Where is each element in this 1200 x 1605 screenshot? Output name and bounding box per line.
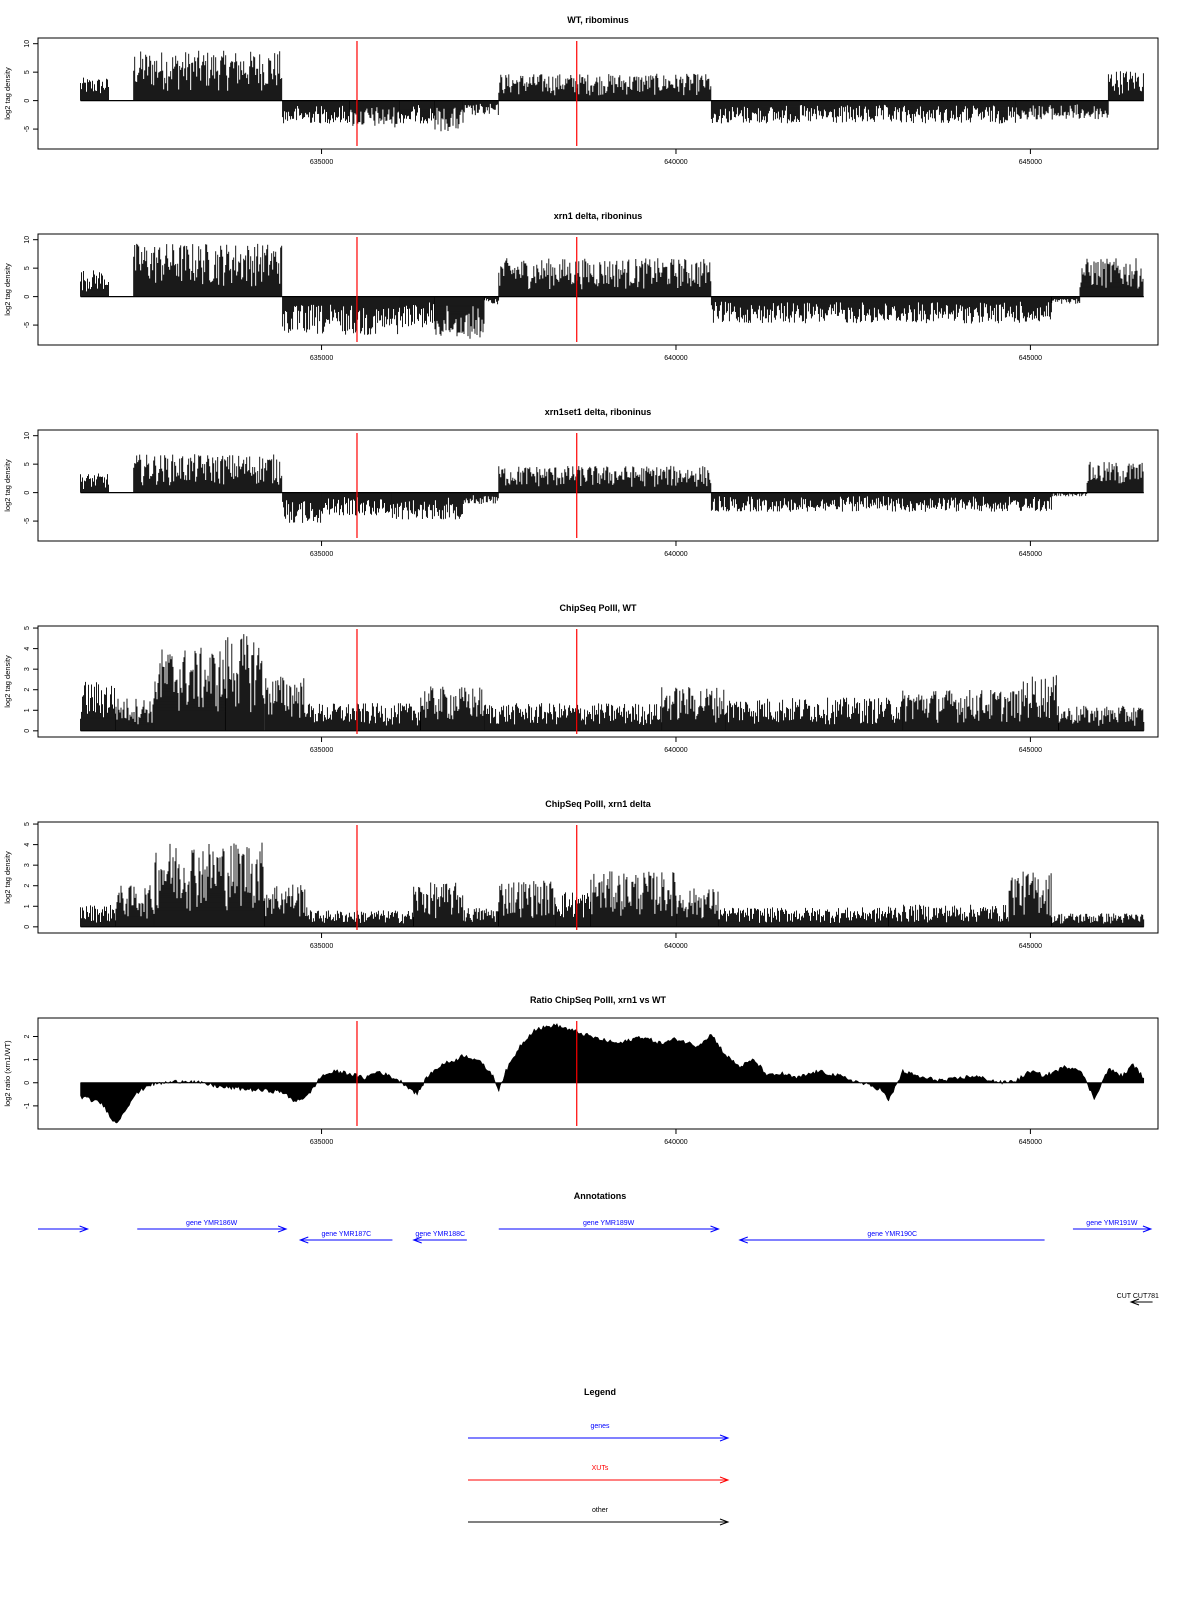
y-tick-label: 0	[24, 490, 31, 495]
y-tick-label: 4	[24, 646, 31, 651]
signal-block-10	[1016, 101, 1108, 120]
signal-block-0	[81, 905, 116, 927]
signal-block-2	[283, 297, 399, 335]
signal-block-3	[400, 297, 435, 328]
y-tick-label: 1	[24, 708, 31, 713]
legend-item-gene	[468, 1423, 728, 1441]
gene-annotation	[137, 1220, 286, 1232]
signal-block-8	[662, 687, 725, 731]
signal-block-4	[435, 297, 484, 339]
signal-block-11	[1023, 675, 1058, 731]
x-tick-label: 645000	[1018, 159, 1043, 166]
x-tick-label: 645000	[1018, 1139, 1043, 1146]
signal-block-12	[889, 905, 1009, 927]
y-tick-label: 2	[24, 687, 31, 692]
signal-block-6	[463, 908, 498, 927]
signal-block-6	[435, 101, 463, 132]
y-tick-label: 0	[24, 1080, 31, 1085]
signal-block-12	[1059, 706, 1144, 731]
y-axis-label: log2 tag density	[2, 851, 12, 904]
signal-block-5	[400, 101, 435, 124]
annotations-panel	[38, 1191, 1159, 1305]
gene-annotation	[38, 1226, 88, 1232]
signal-block-0	[81, 474, 109, 493]
y-axis-label: log2 tag density	[2, 459, 12, 512]
signal-block-4	[307, 910, 413, 926]
x-tick-label: 640000	[664, 355, 688, 362]
x-tick-label: 635000	[309, 355, 334, 362]
x-tick-label: 645000	[1018, 943, 1043, 950]
chart-panel-2	[3, 407, 1158, 558]
gene-label: gene YMR188C	[415, 1231, 466, 1238]
legend-panel	[468, 1387, 728, 1525]
gene-annotation	[300, 1231, 392, 1243]
signal-block-5	[485, 297, 499, 305]
signal-block-11	[1108, 71, 1143, 100]
chart-data-marks	[81, 634, 1144, 731]
signal-block-1	[134, 51, 282, 101]
gene-annotation	[1073, 1220, 1151, 1232]
ratio-area	[81, 1024, 1144, 1124]
chart-title: ChipSeq PolII, xrn1 delta	[545, 799, 651, 809]
x-tick-label: 640000	[664, 1139, 688, 1146]
x-tick-label: 640000	[664, 747, 688, 754]
signal-block-11	[719, 907, 889, 926]
signal-block-1	[134, 454, 282, 492]
signal-block-2	[283, 493, 321, 523]
signal-block-8	[499, 74, 711, 101]
y-tick-label: 0	[24, 98, 31, 103]
signal-block-0	[81, 682, 116, 731]
signal-block-2	[155, 648, 225, 731]
x-tick-label: 640000	[664, 159, 688, 166]
signal-block-4	[392, 493, 462, 520]
legend-item-xut	[468, 1465, 728, 1483]
annotations-title: Annotations	[573, 1191, 627, 1201]
y-axis-label: log2 tag density	[2, 655, 12, 708]
y-tick-label: -5	[24, 321, 31, 329]
signal-block-1	[134, 244, 282, 297]
y-axis-label: log2 tag density	[2, 263, 12, 316]
chart-title: xrn1set1 delta, riboninus	[544, 407, 652, 417]
signal-block-6	[499, 466, 711, 493]
signal-block-3	[265, 885, 307, 927]
y-tick-label: 1	[24, 1057, 31, 1062]
signal-block-4	[265, 677, 307, 731]
y-tick-label: 5	[24, 70, 31, 75]
x-tick-label: 645000	[1018, 355, 1043, 362]
signal-block-1	[116, 698, 154, 730]
y-tick-label: 10	[24, 235, 31, 244]
signal-block-9	[711, 101, 1015, 124]
signal-block-5	[414, 883, 463, 927]
signal-block-7	[485, 703, 662, 731]
chart-panel-3	[3, 603, 1158, 754]
legend-label: other	[592, 1507, 608, 1514]
y-tick-label: -5	[24, 517, 31, 525]
y-tick-label: 3	[24, 667, 31, 672]
signal-block-8	[556, 892, 591, 926]
signal-block-1	[116, 885, 154, 927]
legend-item-other	[468, 1507, 728, 1525]
x-tick-label: 645000	[1018, 747, 1043, 754]
y-tick-label: 3	[24, 863, 31, 868]
gene-label: gene YMR190C	[867, 1231, 918, 1238]
signal-block-10	[903, 689, 1023, 730]
y-tick-label: 10	[24, 39, 31, 48]
y-tick-label: 5	[24, 822, 31, 827]
y-tick-label: 10	[24, 431, 31, 440]
y-tick-label: 5	[24, 462, 31, 467]
x-tick-label: 640000	[664, 551, 688, 558]
legend-label: XUTs	[591, 1465, 609, 1472]
chart-data-marks	[81, 843, 1144, 927]
y-axis-label: log2 ratio (xrn1/WT)	[2, 1040, 12, 1107]
y-tick-label: -1	[24, 1102, 31, 1109]
y-tick-label: 2	[24, 1034, 31, 1039]
signal-block-9	[1087, 462, 1143, 493]
signal-block-9	[726, 698, 903, 731]
chart-panel-0	[3, 15, 1158, 166]
chart-data-marks	[81, 454, 1144, 523]
chart-data-marks	[81, 244, 1144, 339]
signal-block-2	[155, 843, 264, 927]
signal-block-6	[499, 258, 711, 296]
signal-block-7	[711, 493, 1051, 512]
y-tick-label: 4	[24, 842, 31, 847]
x-tick-label: 635000	[309, 159, 334, 166]
signal-block-7	[711, 297, 1051, 324]
chart-panel-1	[3, 211, 1158, 362]
chart-title: WT, ribominus	[567, 15, 629, 25]
signal-block-6	[421, 687, 484, 731]
x-tick-label: 645000	[1018, 551, 1043, 558]
gene-label: gene YMR187C	[321, 1231, 372, 1238]
gene-annotation	[414, 1231, 467, 1243]
x-tick-label: 635000	[309, 1139, 334, 1146]
gene-annotation	[740, 1231, 1045, 1243]
y-tick-label: 0	[24, 924, 31, 929]
signal-block-0	[81, 270, 109, 296]
y-tick-label: -5	[24, 125, 31, 133]
y-tick-label: 5	[24, 266, 31, 271]
chart-data-marks	[81, 1024, 1144, 1124]
x-tick-label: 635000	[309, 747, 334, 754]
signal-block-7	[499, 881, 555, 927]
other-label: CUT CUT781	[1116, 1293, 1159, 1300]
chart-title: Ratio ChipSeq PolII, xrn1 vs WT	[529, 995, 667, 1005]
x-tick-label: 635000	[309, 551, 334, 558]
y-tick-label: 5	[24, 626, 31, 631]
signal-block-14	[1052, 913, 1144, 927]
signal-block-10	[676, 889, 718, 927]
signal-block-8	[1052, 297, 1080, 304]
chart-panel-5	[3, 995, 1158, 1146]
chart-title: ChipSeq PolII, WT	[559, 603, 637, 613]
legend-label: genes	[590, 1423, 610, 1430]
gene-label: gene YMR191W	[1086, 1220, 1138, 1227]
chart-data-marks	[81, 51, 1144, 131]
other-annotation	[1117, 1293, 1159, 1305]
y-tick-label: 2	[24, 883, 31, 888]
y-tick-label: 1	[24, 904, 31, 909]
y-tick-label: 0	[24, 728, 31, 733]
signal-block-3	[226, 634, 264, 731]
gene-label: gene YMR186W	[186, 1220, 238, 1227]
x-tick-label: 640000	[664, 943, 688, 950]
signal-block-0	[81, 78, 109, 101]
y-axis-label: log2 tag density	[2, 67, 12, 120]
signal-block-5	[463, 493, 498, 504]
signal-block-13	[1009, 872, 1051, 927]
gene-label: gene YMR189W	[583, 1220, 635, 1227]
chart-panel-4	[3, 799, 1158, 950]
chart-title: xrn1 delta, riboninus	[553, 211, 643, 221]
signal-block-9	[591, 871, 676, 926]
gene-annotation	[499, 1220, 719, 1232]
legend-title: Legend	[583, 1387, 617, 1397]
signal-block-3	[322, 101, 350, 124]
signal-block-9	[1080, 258, 1143, 296]
y-tick-label: 0	[24, 294, 31, 299]
signal-block-7	[463, 101, 498, 116]
x-tick-label: 635000	[309, 943, 334, 950]
signal-block-5	[307, 703, 420, 731]
signal-block-2	[283, 101, 321, 124]
